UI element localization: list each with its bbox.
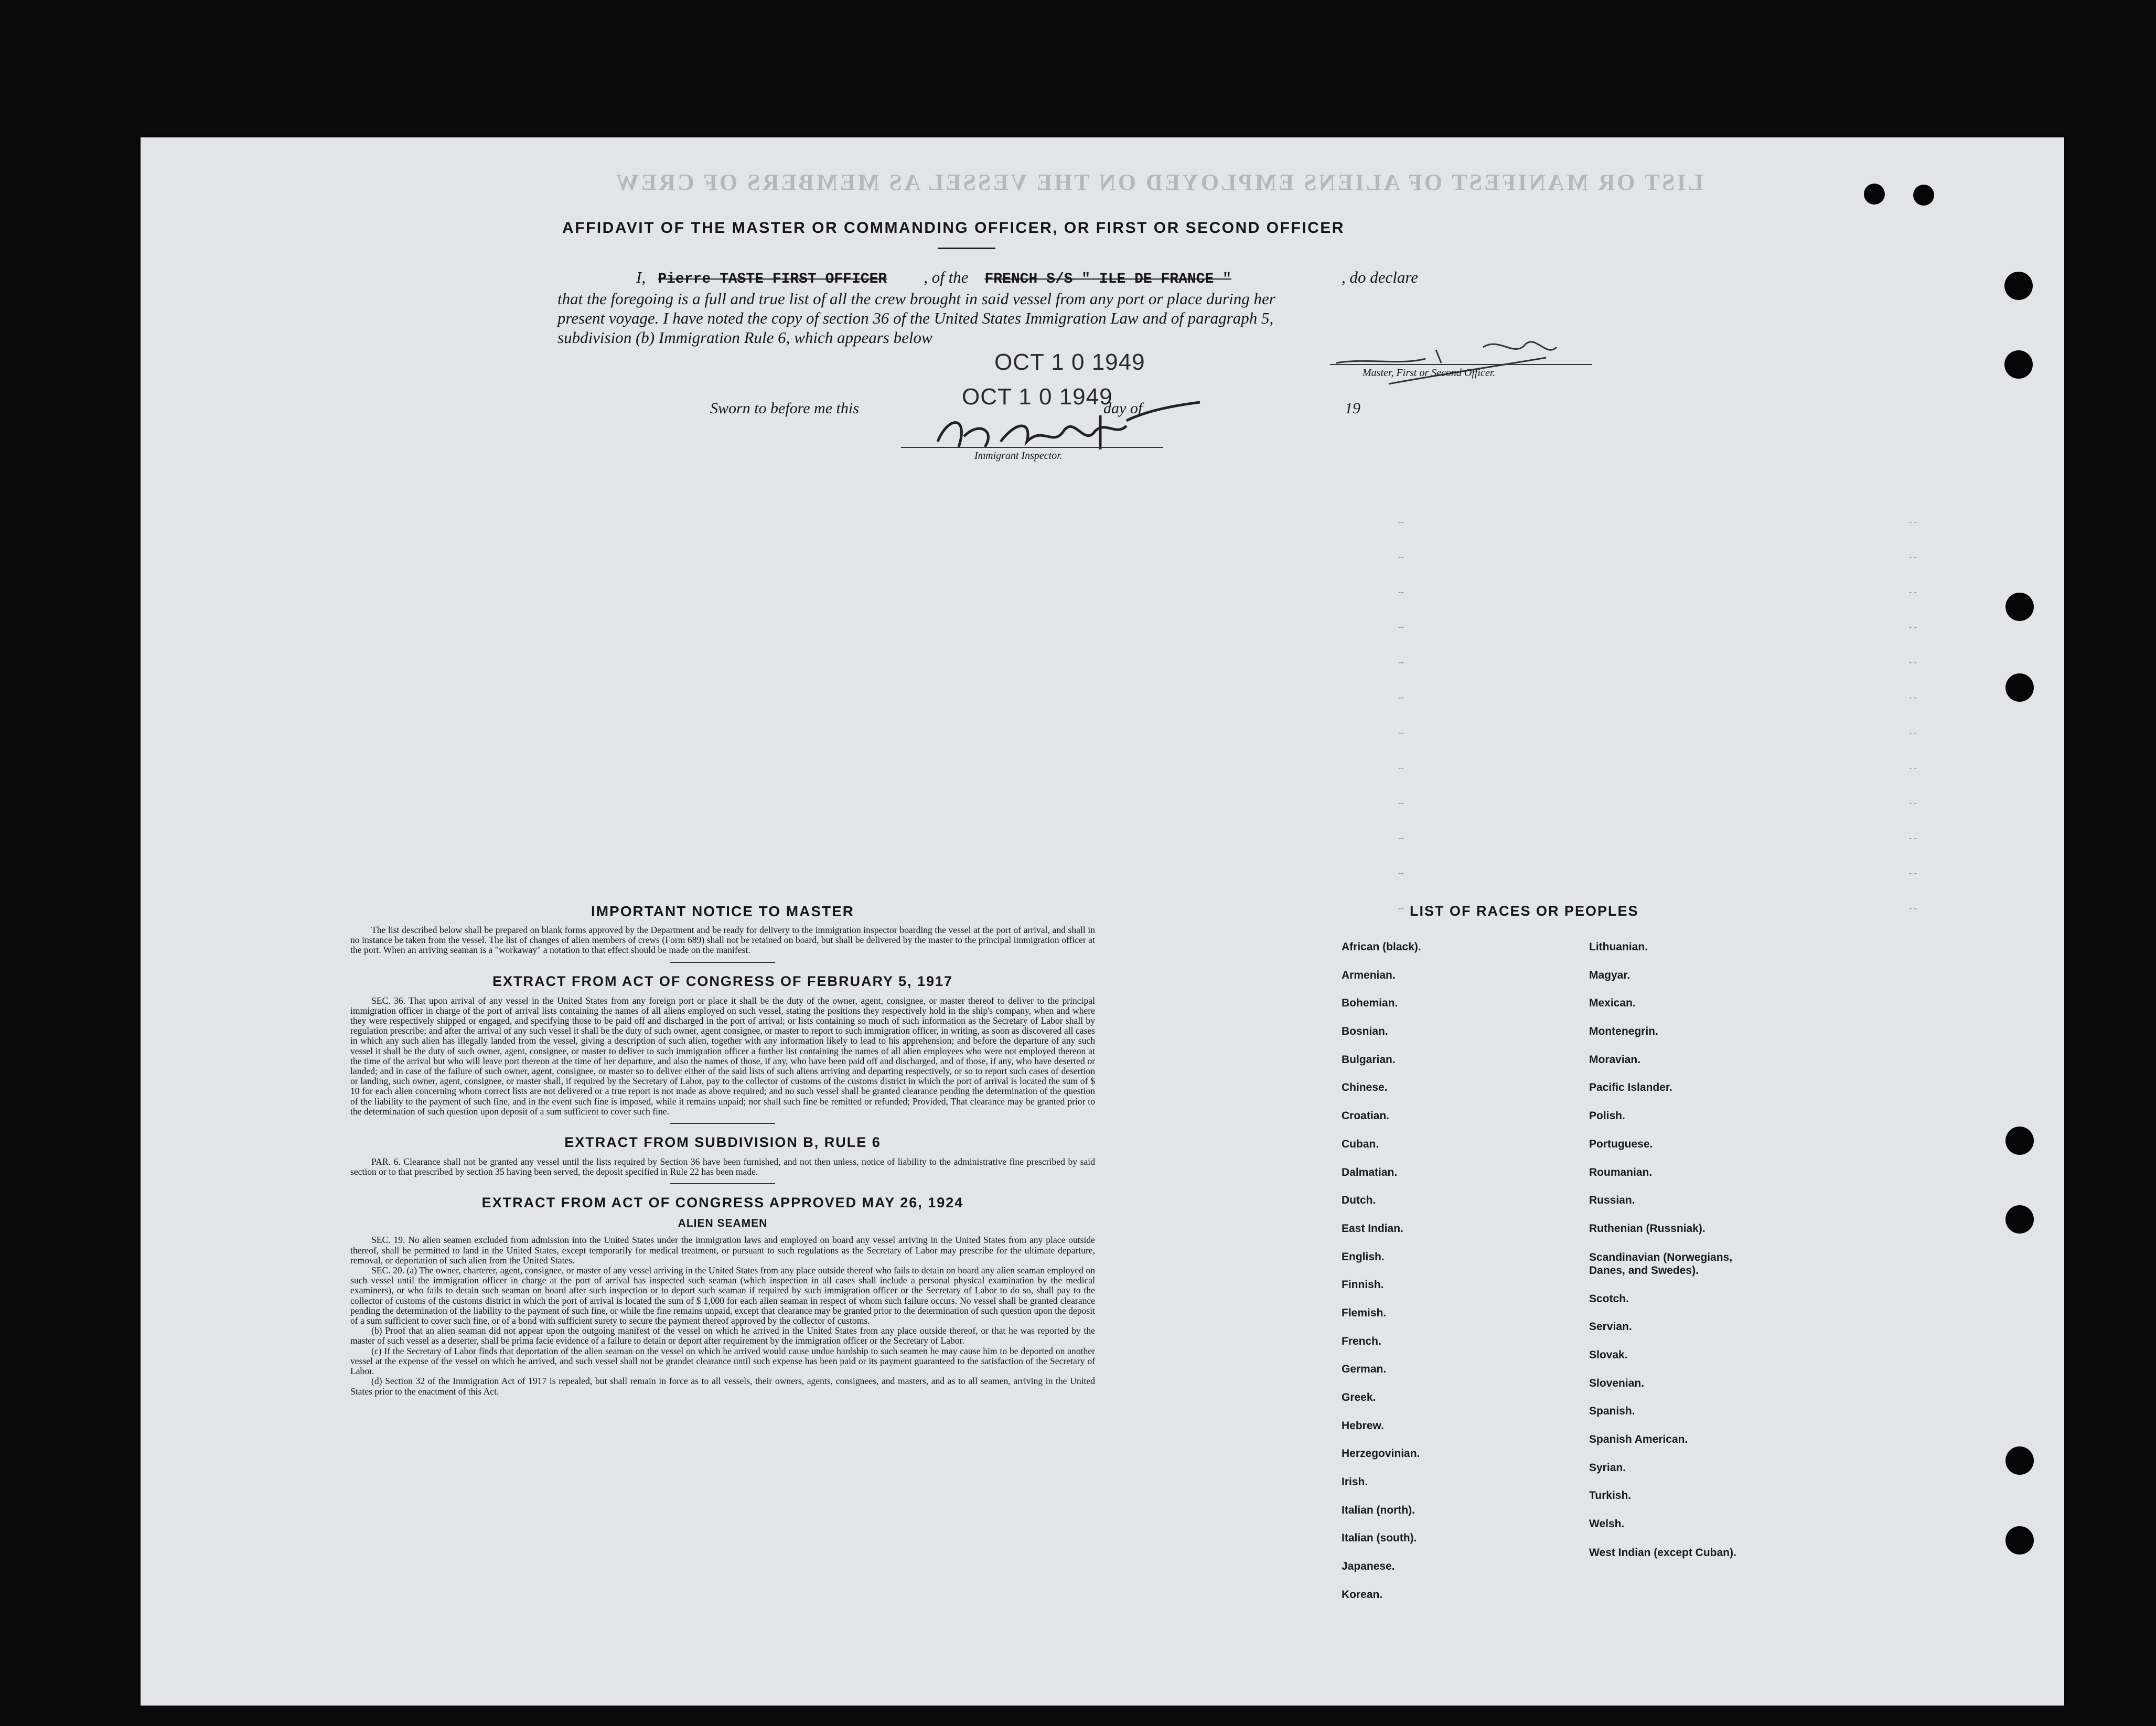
manifest-page <box>141 137 2064 1706</box>
race-item: Cuban. <box>1342 1138 1379 1150</box>
race-item: Armenian. <box>1342 969 1396 981</box>
master-label: Master, First or Second Officer. <box>1363 367 1496 379</box>
day-of-text: day of <box>1103 400 1143 417</box>
inspector-label: Immigrant Inspector. <box>974 450 1063 462</box>
sec20a-text: SEC. 20. (a) The owner, charterer, agent, consignee, or master of any vessel arriving in the United States from any place outside thereof who fails to detain on board any alien seaman employed on such vessel until the immigration officer in charge at the port of arrival has inspected such seaman (which inspection in all cases shall include a personal physical examination by the medical examiners), or who fails to detain such seaman on board after such inspection or to deport such seaman if required by such immigration officer or the Secretary of Labor to do so, shall pay to the collector of customs of the customs district in which the port of arrival is located the sum of $ 1,000 for each alien seaman in respect of whom such failure occurs. No vessel shall be granted clearance pending the determination of the liability to the payment of such fine, or while the fine remains unpaid, except that clearance may be granted prior to the determination of such question upon the deposit of a sum sufficient to cover such fine, or of a bond with sufficient surety to secure the payment thereof approved by the collector of customs. <box>350 1265 1095 1326</box>
race-item: Dutch. <box>1342 1194 1376 1207</box>
race-item: Portuguese. <box>1589 1138 1653 1150</box>
inspector-signature-line <box>901 447 1163 448</box>
race-item: English. <box>1342 1250 1385 1263</box>
race-item: Lithuanian. <box>1589 941 1648 953</box>
race-item: Slovenian. <box>1589 1377 1645 1389</box>
race-item: Russian. <box>1589 1194 1635 1207</box>
race-item: Korean. <box>1342 1588 1383 1601</box>
extract2-title: EXTRACT FROM SUBDIVISION B, RULE 6 <box>564 1134 881 1151</box>
vessel-name-typed: FRENCH S/S " ILE DE FRANCE " <box>984 271 1231 287</box>
extract3-title: EXTRACT FROM ACT OF CONGRESS APPROVED MAY 26, 1924 <box>481 1195 964 1211</box>
race-item: Bohemian. <box>1342 997 1398 1010</box>
sec19-text: SEC. 19. No alien seamen excluded from admission into the United States under the immigration laws and employed on board any vessel arriving in the United States from any place outside thereof, shall be permitted to land in the United States, except temporarily for medical treatment, or pursuant to such regulations as the Secretary of Labor may prescribe for the ultimate departure, removal, or deportation of such alien from the United States. <box>350 1235 1095 1266</box>
binder-hole <box>2004 350 2033 379</box>
sec20b-text: (b) Proof that an alien seaman did not appear upon the outgoing manifest of the vessel on which he arrived in the United States from any place outside thereof, or that he was reported by the master of such vessel as a deserter, shall be prima facie evidence of a failure to detain or deport after requirement by the immigration officer or the Secretary of Labor. <box>350 1325 1095 1346</box>
declaration-line-2: that the foregoing is a full and true list of all the crew brought in said vessel from any port or place during her <box>557 290 1275 308</box>
race-item: Herzegovinian. <box>1342 1448 1420 1460</box>
divider <box>670 1123 775 1124</box>
race-item: French. <box>1342 1335 1381 1347</box>
race-item: Polish. <box>1589 1110 1625 1122</box>
race-item: Scandinavian (Norwegians, Danes, and Swedes). <box>1589 1251 1733 1277</box>
declaration-do-declare: , do declare <box>1341 268 1418 286</box>
column-tick-marks: - - - - - - - - - - - - - - - - - - - - - - - - <box>1909 518 1917 913</box>
race-item: Spanish. <box>1589 1405 1635 1418</box>
race-item: Scotch. <box>1589 1292 1629 1305</box>
signature-line <box>1330 364 1592 365</box>
divider <box>670 962 775 963</box>
notice-section <box>350 903 1095 1397</box>
race-item: Roumanian. <box>1589 1166 1653 1178</box>
race-item: Slovak. <box>1589 1348 1628 1361</box>
race-item: Moravian. <box>1589 1053 1641 1066</box>
race-item: German. <box>1342 1363 1387 1376</box>
date-stamp: OCT 1 0 1949 <box>962 384 1113 410</box>
race-item: Pacific Islander. <box>1589 1081 1672 1094</box>
master-signature <box>1326 326 1619 389</box>
race-item: Chinese. <box>1342 1081 1388 1094</box>
race-item: Ruthenian (Russniak). <box>1589 1222 1706 1235</box>
race-item: Turkish. <box>1589 1489 1632 1502</box>
race-item: Montenegrin. <box>1589 1025 1658 1038</box>
notice-title: IMPORTANT NOTICE TO MASTER <box>591 903 855 919</box>
extract2-text: PAR. 6. Clearance shall not be granted any vessel until the lists required by Section 36 have been furnished, and not then unless, notice of liability to the administrative fine prescribed by said section or to that prescribed by section 35 having been served, the deposit specified in Rule 22 has been made. <box>350 1156 1095 1177</box>
extract1-text: SEC. 36. That upon arrival of any vessel in the United States from any foreign port or place it shall be the duty of the owner, agent, consignee, or master thereof to deliver to the principal immigration officer in charge of the port of arrival lists containing the names of all aliens employed on such vessel, stating the positions they respectively hold in the ship's company, when and where they were respectively shipped or engaged, and specifying those to be paid off and discharged in the port of arrival; or lists containing so much of such information as the Secretary of Labor shall by regulation prescribe; and after the arrival of any such vessel it shall be the duty of such owner, agent consignee, or master to report to such immigration officer, in writing, as soon as discovered all cases in which any such alien has illegally landed from the vessel, giving a description of such alien, together with any information likely to lead to his apprehension; and before the departure of any such vessel it shall be the duty of such owner, agent, consignee, or master to deliver to such immigration officer a further list containing the names of all alien employees who were not employed thereon at the time of the arrival but who will leave port thereon at the time of her departure, and also the names of those, if any, who have been paid off and discharged, and of those, if any, who have deserted or landed; and in case of the failure of such owner, agent, consignee, or master so to deliver either of the said lists of such aliens arriving and departing respectively, or so to report such cases of desertion or landing, such owner, agent, consignee, or master shall, if required by the Secretary of Labor, pay to the collector of customs of the customs district in which the port of arrival is located the sum of $ 10 for each alien concerning whom correct lists are not delivered or a true report is not made as above required; and no such vessel shall be granted clearance pending the determination of the question of the liability to the payment of such fine, and in the event such fine is imposed, while it remains unpaid; nor shall such fine be remitted or refunded; Provided, That clearance may be granted prior to the determination of such question upon deposit of a sum sufficient to cover such fine. <box>350 995 1095 1117</box>
binder-hole <box>2005 1127 2034 1155</box>
notice-text: The list described below shall be prepared on blank forms approved by the Department and be ready for delivery to the immigration inspector boarding the vessel at the port of arrival, and shall in no instance be taken from the vessel. The list of changes of alien members of crews (Form 689) shall not be retained on board, but shall be delivered by the master to the principal immigration officer at the port. When an arriving seaman is a "workaway" a notation to that effect should be made on the manifest. <box>350 925 1095 956</box>
race-item: Syrian. <box>1589 1461 1626 1474</box>
races-title: LIST OF RACES OR PEOPLES <box>1410 903 1639 919</box>
race-item: Flemish. <box>1342 1306 1387 1319</box>
race-item: Mexican. <box>1589 997 1636 1010</box>
race-item: Italian (north). <box>1342 1504 1415 1516</box>
declaration-of-the: , of the <box>924 268 969 286</box>
binder-hole <box>1864 184 1885 205</box>
race-item: Servian. <box>1589 1321 1632 1333</box>
binder-hole <box>2005 1526 2034 1555</box>
race-item: Irish. <box>1342 1476 1368 1488</box>
race-item: Italian (south). <box>1342 1532 1417 1545</box>
binder-hole <box>2005 1205 2034 1234</box>
sec20c-text: (c) If the Secretary of Labor finds that deportation of the alien seaman on the vessel on which he arrived would cause undue hardship to such seamen he may cause him to be deported on another vessel at the expense of the vessel on which he arrived, and such vessel shall not be grandet clearance until such expense has been paid or its payment guaranteed to the satisfaction of the Secretary of Labor. <box>350 1345 1095 1377</box>
year-prefix: 19 <box>1345 400 1360 417</box>
binder-hole <box>2005 673 2034 702</box>
inspector-signature <box>927 400 1221 457</box>
binder-hole <box>2004 272 2033 300</box>
date-stamp: OCT 1 0 1949 <box>994 349 1145 375</box>
race-item: Dalmatian. <box>1342 1166 1398 1178</box>
declaration-line-1 <box>557 267 1732 289</box>
race-item: Croatian. <box>1342 1110 1390 1122</box>
declaration-line-3: present voyage. I have noted the copy of section 36 of the United States Immigration Law and of paragraph 5, <box>557 309 1274 327</box>
race-item: Japanese. <box>1342 1560 1395 1573</box>
reverse-side-bleedthrough: LIST OR MANIFEST OF ALIENS EMPLOYED ON THE VESSEL AS MEMBERS OF CREW <box>614 169 1703 195</box>
binder-hole <box>1913 185 1934 206</box>
race-item: Finnish. <box>1342 1279 1384 1291</box>
race-item: African (black). <box>1342 941 1421 953</box>
race-item: Magyar. <box>1589 969 1631 981</box>
race-item: Hebrew. <box>1342 1419 1384 1432</box>
extract3-subtitle: ALIEN SEAMEN <box>678 1217 768 1230</box>
race-item: Bosnian. <box>1342 1025 1388 1038</box>
race-item: East Indian. <box>1342 1222 1403 1235</box>
affidavit-title: AFFIDAVIT OF THE MASTER OR COMMANDING OFFICER, OR FIRST OR SECOND OFFICER <box>562 219 1345 237</box>
race-item: West Indian (except Cuban). <box>1589 1546 1736 1559</box>
divider <box>670 1183 775 1184</box>
sworn-text: Sworn to before me this <box>710 400 859 417</box>
divider <box>938 248 995 249</box>
race-item: Bulgarian. <box>1342 1053 1396 1066</box>
binder-hole <box>2005 593 2034 621</box>
sec20d-text: (d) Section 32 of the Immigration Act of 1917 is repealed, but shall remain in force as to all vessels, their owners, agents, consignees, and masters, and as to all seamen, arriving in the United States prior to the enactment of this Act. <box>350 1376 1095 1397</box>
column-tick-marks: -- -- -- -- -- -- -- -- -- -- -- -- <box>1398 518 1404 913</box>
races-right-column <box>1589 941 1799 1574</box>
officer-name-typed: Pierre TASTE FIRST OFFICER <box>658 271 887 287</box>
races-left-column <box>1342 941 1530 1617</box>
binder-hole <box>2005 1446 2034 1475</box>
race-item: Welsh. <box>1589 1518 1625 1530</box>
race-item: Spanish American. <box>1589 1433 1688 1445</box>
race-item: Greek. <box>1342 1391 1376 1403</box>
declaration-line-4: subdivision (b) Immigration Rule 6, which appears below <box>557 328 932 347</box>
extract1-title: EXTRACT FROM ACT OF CONGRESS OF FEBRUARY 5, 1917 <box>492 973 953 989</box>
declaration-i: I, <box>636 268 646 286</box>
